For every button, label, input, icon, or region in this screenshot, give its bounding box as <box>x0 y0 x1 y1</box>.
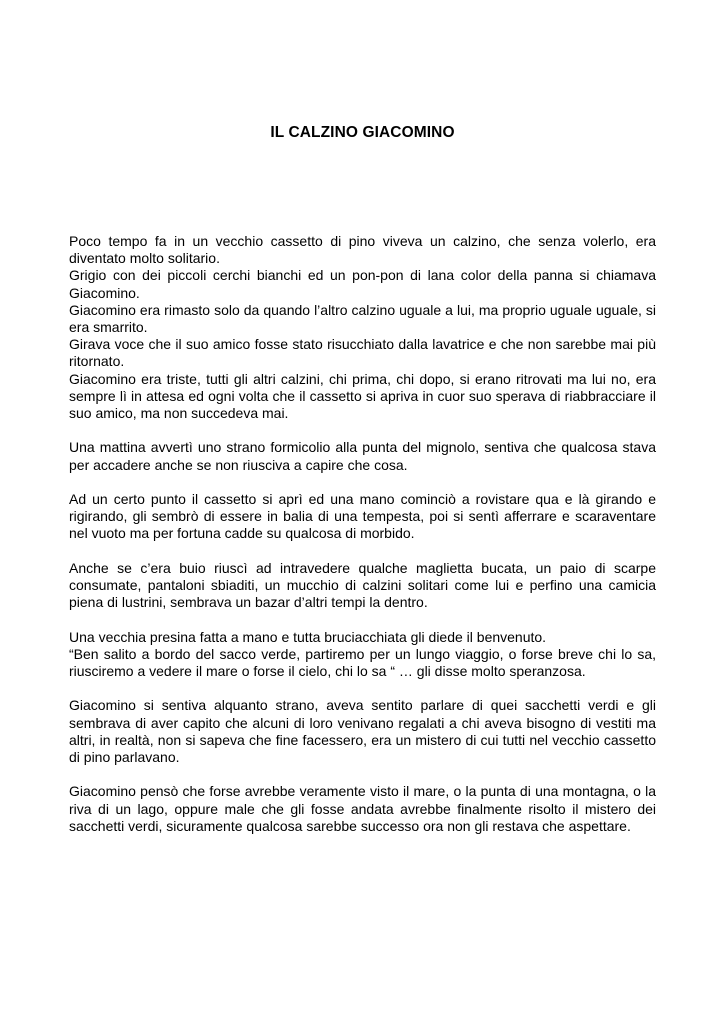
document-title: IL CALZINO GIACOMINO <box>270 124 455 141</box>
paragraph-7 <box>69 783 656 835</box>
paragraph-line: Ad un certo punto il cassetto si aprì ed una mano cominciò a rovistare qua e là girando e rigirando, gli sembrò di essere in balia di una tempesta, poi si sentì afferrare e scaraventare nel vuoto ma per fortuna cadde su qualcosa di morbido. <box>69 491 656 542</box>
paragraph-line: Una mattina avvertì uno strano formicolio alla punta del mignolo, sentiva che qualcosa stava per accadere anche se non riusciva a capire che cosa. <box>69 439 656 473</box>
paragraph-line: Giacomino era rimasto solo da quando l’altro calzino uguale a lui, ma proprio uguale uguale, si era smarrito. <box>69 301 656 336</box>
paragraph-line: Giacomino pensò che forse avrebbe veramente visto il mare, o la punta di una montagna, o la riva di un lago, oppure male che gli fosse andata avrebbe finalmente risolto il mistero dei sacchetti verdi, sicuramente qualcosa sarebbe successo ora non gli restava che aspettare. <box>69 783 656 834</box>
paragraph-line: Una vecchia presina fatta a mano e tutta bruciacchiata gli diede il benvenuto. <box>69 628 547 645</box>
paragraph-3 <box>69 491 656 543</box>
paragraph-line: Girava voce che il suo amico fosse stato risucchiato dalla lavatrice e che non sarebbe mai più ritornato. <box>69 336 656 370</box>
paragraph-2 <box>69 439 656 473</box>
paragraph-line: Anche se c’era buio riuscì ad intravedere qualche maglietta bucata, un paio di scarpe consumate, pantaloni sbiaditi, un mucchio di calzini solitari come lui e perfino una camicia piena di lustrini, sembrava un bazar d’altri tempi la dentro. <box>69 559 656 611</box>
paragraph-6 <box>69 697 656 766</box>
paragraph-line: “Ben salito a bordo del sacco verde, partiremo per un lungo viaggio, o forse breve chi lo sa, riusciremo a vedere il mare o forse il cielo, chi lo sa “ … gli disse molto speranzosa. <box>69 645 656 680</box>
paragraph-line: Poco tempo fa in un vecchio cassetto di pino viveva un calzino, che senza volerlo, era diventato molto solitario. <box>69 233 656 267</box>
paragraph-line: Grigio con dei piccoli cerchi bianchi ed un pon-pon di lana color della panna si chiamava Giacomino. <box>69 267 656 301</box>
paragraph-1 <box>69 233 656 422</box>
paragraph-line: Giacomino era triste, tutti gli altri calzini, chi prima, chi dopo, si erano ritrovati ma lui no, era sempre lì in attesa ed ogni volta che il cassetto si apriva in cuor suo sperava di riabbracciare il suo amico, ma non succedeva mai. <box>69 370 656 422</box>
paragraph-line: Giacomino si sentiva alquanto strano, aveva sentito parlare di quei sacchetti verdi e gli sembrava di aver capito che alcuni di loro venivano regalati a chi aveva bisogno di vestiti ma altri, in realtà, non si sapeva che fine facessero, era un mistero di cui tutti nel vecchio cassetto di pino parlavano. <box>69 697 656 766</box>
document-body <box>69 233 656 852</box>
paragraph-5 <box>69 629 656 681</box>
paragraph-4 <box>69 560 656 612</box>
